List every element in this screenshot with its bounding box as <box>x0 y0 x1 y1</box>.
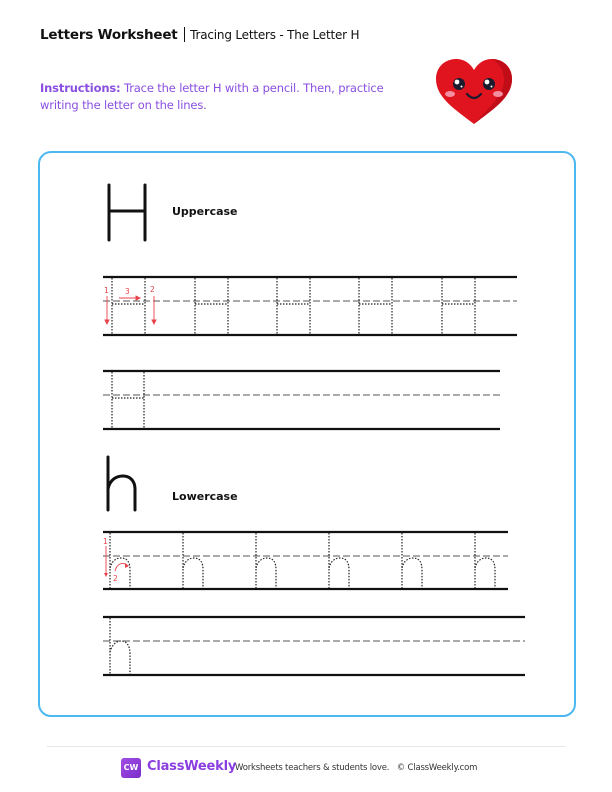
lowercase-label: Lowercase <box>172 490 238 503</box>
worksheet-title: Letters Worksheet <box>40 27 178 43</box>
copyright-text: © ClassWeekly.com <box>396 763 478 773</box>
svg-text:3: 3 <box>125 287 130 296</box>
footer-tagline <box>235 763 477 773</box>
tagline-text: Worksheets teachers & students love. <box>235 763 390 773</box>
instructions-label: Instructions: <box>40 81 121 95</box>
svg-text:1: 1 <box>103 537 108 546</box>
svg-text:2: 2 <box>113 574 118 583</box>
uppercase-label: Uppercase <box>172 205 238 218</box>
classweekly-logo-icon: CW <box>121 758 141 778</box>
worksheet-subtitle: Tracing Letters - The Letter H <box>190 28 360 42</box>
svg-text:2: 2 <box>150 285 155 294</box>
instructions-text: Trace the letter H with a pencil. Then, practice writing the letter on the lines. <box>40 81 384 112</box>
svg-text:1: 1 <box>104 286 109 295</box>
brand-name: ClassWeekly <box>147 759 237 774</box>
footer-divider <box>47 746 565 747</box>
